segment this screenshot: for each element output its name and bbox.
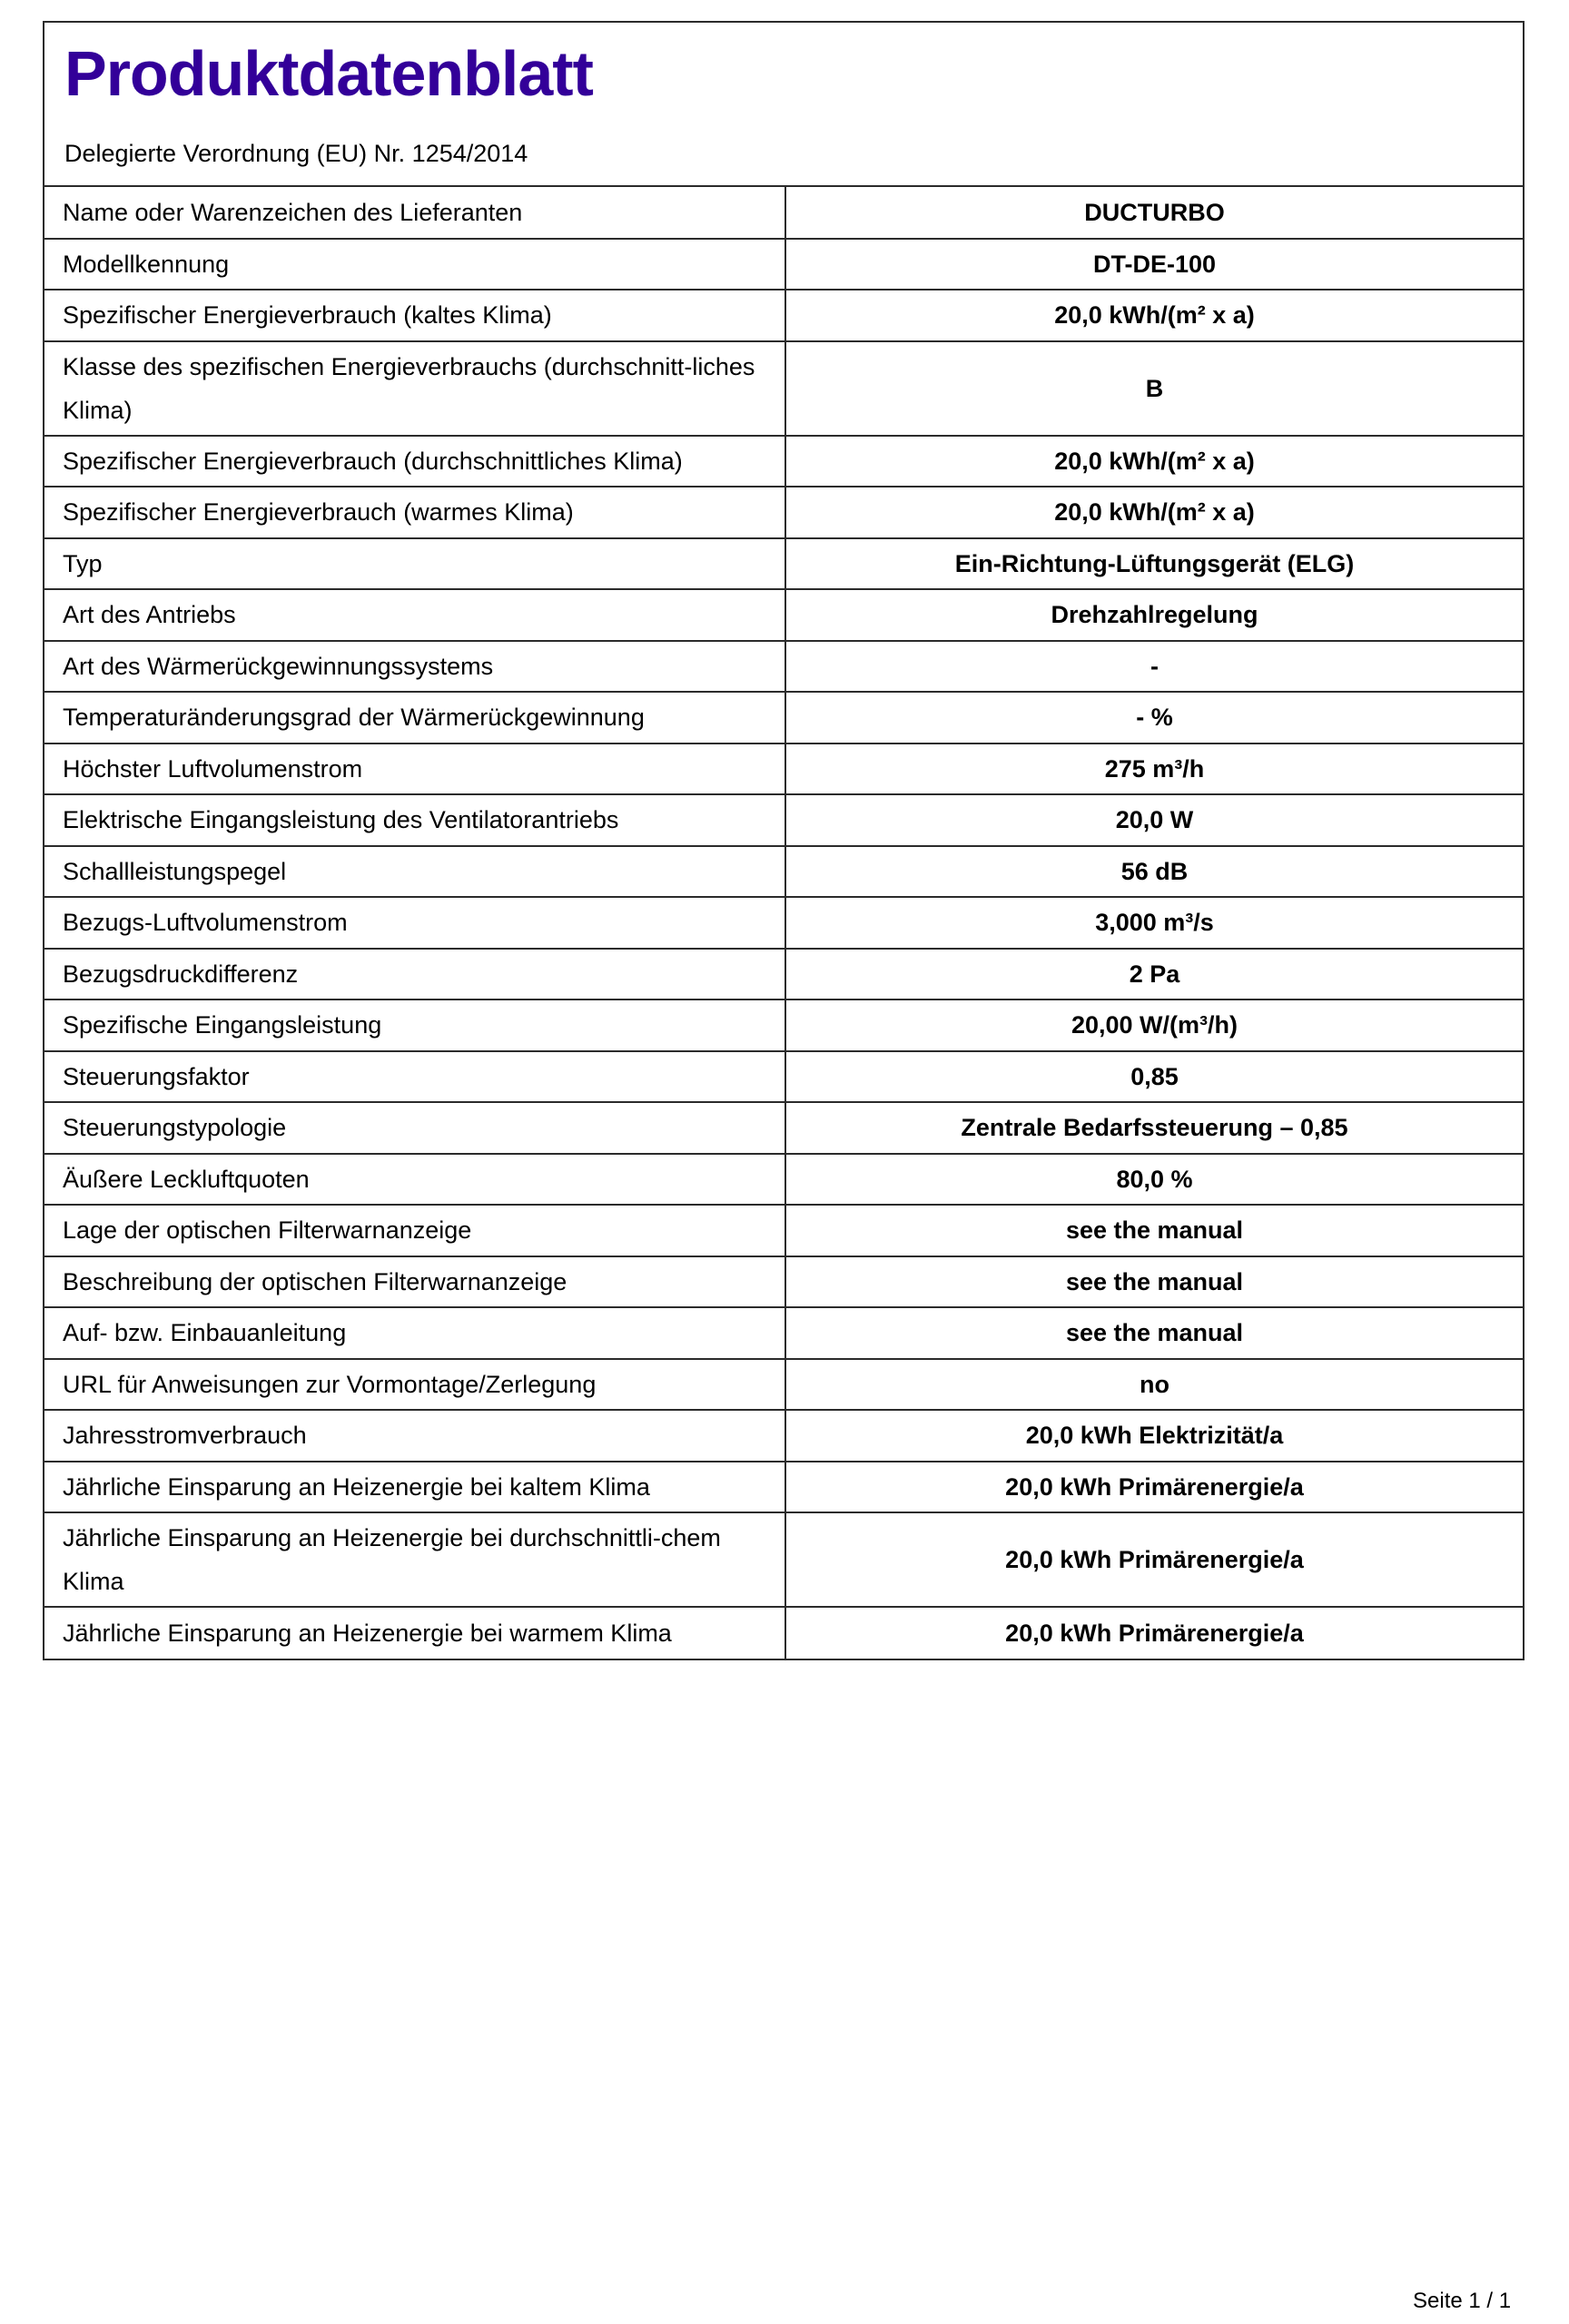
row-value: 20,0 W — [785, 794, 1523, 846]
row-value: see the manual — [785, 1256, 1523, 1308]
row-label: Typ — [44, 538, 785, 590]
row-value: B — [785, 341, 1523, 436]
row-value: 20,0 kWh/(m² x a) — [785, 436, 1523, 487]
row-label: Jährliche Einsparung an Heizenergie bei warmem Klima — [44, 1607, 785, 1659]
table-row — [44, 846, 1523, 898]
row-label: Bezugs-Luftvolumenstrom — [44, 897, 785, 949]
page-title: Produktdatenblatt — [64, 38, 593, 109]
row-label: Höchster Luftvolumenstrom — [44, 743, 785, 795]
row-value: 20,0 kWh/(m² x a) — [785, 290, 1523, 341]
row-label: URL für Anweisungen zur Vormontage/Zerlegung — [44, 1359, 785, 1411]
row-label: Art des Antriebs — [44, 589, 785, 641]
table-row — [44, 538, 1523, 590]
table-row — [44, 1205, 1523, 1256]
table-row — [44, 1462, 1523, 1513]
row-label: Steuerungstypologie — [44, 1102, 785, 1154]
row-label: Auf- bzw. Einbauanleitung — [44, 1307, 785, 1359]
row-label: Beschreibung der optischen Filterwarnanzeige — [44, 1256, 785, 1308]
row-value: - % — [785, 692, 1523, 743]
row-label: Klasse des spezifischen Energieverbrauchs (durchschnitt-liches Klima) — [44, 341, 785, 436]
row-value: Zentrale Bedarfssteuerung – 0,85 — [785, 1102, 1523, 1154]
row-value: 0,85 — [785, 1051, 1523, 1103]
row-value: 3,000 m³/s — [785, 897, 1523, 949]
row-value: - — [785, 641, 1523, 693]
table-row — [44, 341, 1523, 436]
table-row — [44, 1512, 1523, 1607]
table-row — [44, 589, 1523, 641]
table-row — [44, 187, 1523, 239]
sheet-header — [44, 23, 1523, 187]
row-value: 80,0 % — [785, 1154, 1523, 1206]
row-label: Jährliche Einsparung an Heizenergie bei durchschnittli-chem Klima — [44, 1512, 785, 1607]
row-label: Lage der optischen Filterwarnanzeige — [44, 1205, 785, 1256]
row-label: Schallleistungspegel — [44, 846, 785, 898]
table-row — [44, 1256, 1523, 1308]
table-row — [44, 487, 1523, 538]
row-value: 20,0 kWh Primärenergie/a — [785, 1512, 1523, 1607]
row-value: 20,0 kWh Primärenergie/a — [785, 1462, 1523, 1513]
table-row — [44, 1102, 1523, 1154]
row-label: Name oder Warenzeichen des Lieferanten — [44, 187, 785, 239]
row-label: Jahresstromverbrauch — [44, 1410, 785, 1462]
row-label: Temperaturänderungsgrad der Wärmerückgewinnung — [44, 692, 785, 743]
table-row — [44, 1307, 1523, 1359]
page-number: Seite 1 / 1 — [1413, 2289, 1512, 2313]
row-value: 56 dB — [785, 846, 1523, 898]
regulation-reference: Delegierte Verordnung (EU) Nr. 1254/2014 — [64, 140, 528, 167]
table-row — [44, 1051, 1523, 1103]
table-row — [44, 290, 1523, 341]
table-row — [44, 641, 1523, 693]
table-row — [44, 949, 1523, 1000]
row-value: DUCTURBO — [1084, 198, 1225, 226]
row-label: Bezugsdruckdifferenz — [44, 949, 785, 1000]
row-label: Steuerungsfaktor — [44, 1051, 785, 1103]
row-value: 20,0 kWh Elektrizität/a — [785, 1410, 1523, 1462]
table-row — [44, 794, 1523, 846]
table-row — [44, 1410, 1523, 1462]
row-label: Spezifischer Energieverbrauch (durchschnittliches Klima) — [44, 436, 785, 487]
row-value: 20,00 W/(m³/h) — [785, 1000, 1523, 1051]
row-value: DT-DE-100 — [785, 239, 1523, 290]
row-label: Äußere Leckluftquoten — [44, 1154, 785, 1206]
row-label: Spezifische Eingangsleistung — [44, 1000, 785, 1051]
table-row — [44, 239, 1523, 290]
row-label: Elektrische Eingangsleistung des Ventilatorantriebs — [44, 794, 785, 846]
table-row — [44, 436, 1523, 487]
product-data-sheet — [43, 21, 1525, 1660]
row-value: no — [785, 1359, 1523, 1411]
row-value: 20,0 kWh Primärenergie/a — [785, 1607, 1523, 1659]
table-row — [44, 1607, 1523, 1659]
row-label: Modellkennung — [44, 239, 785, 290]
row-value: 275 m³/h — [785, 743, 1523, 795]
product-data-table — [44, 187, 1523, 1659]
row-value: see the manual — [785, 1307, 1523, 1359]
table-row — [44, 692, 1523, 743]
table-row — [44, 897, 1523, 949]
row-label: Spezifischer Energieverbrauch (kaltes Klima) — [44, 290, 785, 341]
row-label: Jährliche Einsparung an Heizenergie bei kaltem Klima — [44, 1462, 785, 1513]
row-label: Art des Wärmerückgewinnungssystems — [44, 641, 785, 693]
table-row — [44, 743, 1523, 795]
row-label: Spezifischer Energieverbrauch (warmes Klima) — [44, 487, 785, 538]
row-value: Ein-Richtung-Lüftungsgerät (ELG) — [785, 538, 1523, 590]
row-value: 2 Pa — [785, 949, 1523, 1000]
row-value: 20,0 kWh/(m² x a) — [785, 487, 1523, 538]
table-row — [44, 1359, 1523, 1411]
row-value: see the manual — [785, 1205, 1523, 1256]
table-row — [44, 1154, 1523, 1206]
row-value: Drehzahlregelung — [785, 589, 1523, 641]
table-row — [44, 1000, 1523, 1051]
